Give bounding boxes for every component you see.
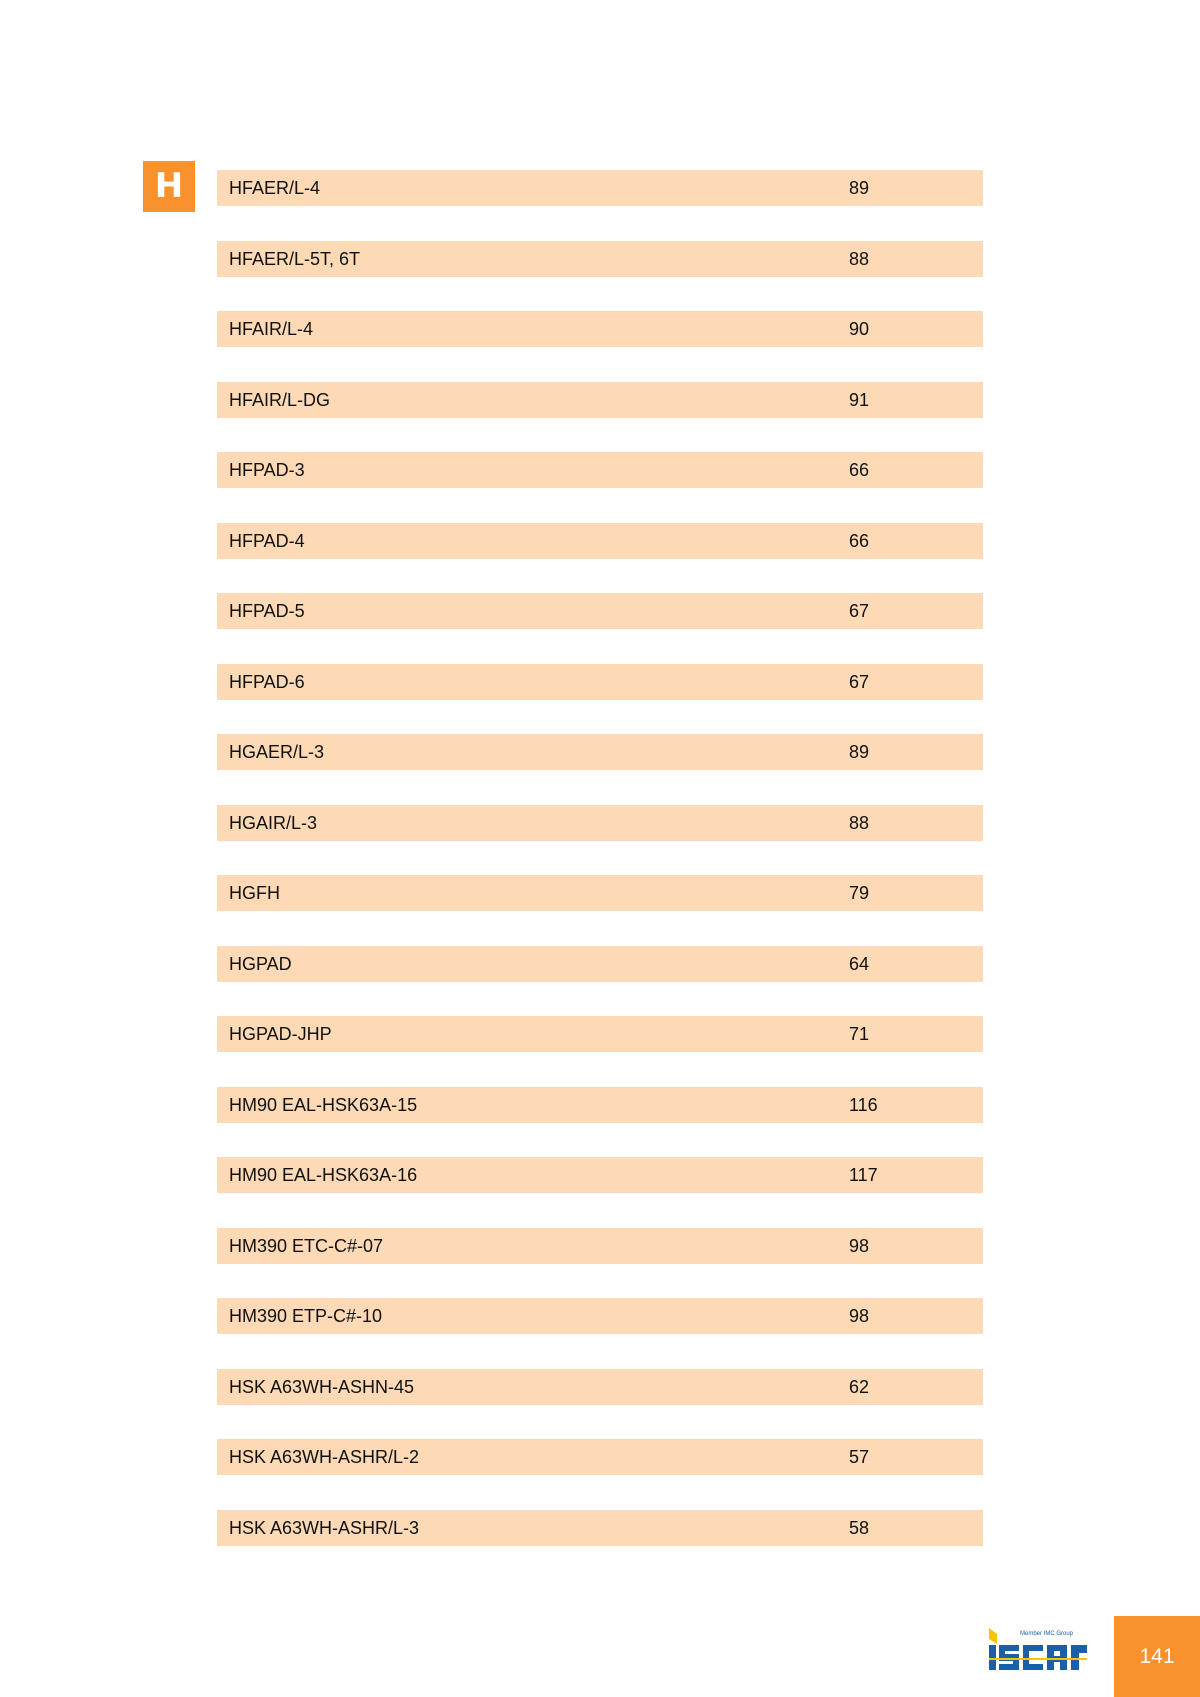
entry-page-number: 66 xyxy=(849,530,870,551)
entry-code: HGAER/L-3 xyxy=(229,742,325,762)
entry-page-number: 89 xyxy=(849,742,870,762)
entry-code: HFAER/L-5T, 6T xyxy=(229,248,361,269)
entry-page-number: 58 xyxy=(849,1517,870,1538)
index-row xyxy=(217,1439,983,1475)
entry-page-number: 62 xyxy=(849,1376,870,1397)
index-row xyxy=(217,170,983,206)
logo-wordmark-icon xyxy=(989,1645,1087,1670)
index-row xyxy=(217,1510,983,1546)
index-row xyxy=(217,664,983,700)
logo-tagline: Member IMC Group xyxy=(1020,1631,1074,1637)
page-number-tab xyxy=(1114,1616,1200,1697)
entry-code: HGFH xyxy=(229,883,280,903)
entry-page-number: 117 xyxy=(849,1165,878,1185)
index-row xyxy=(217,523,983,559)
entry-page-number: 91 xyxy=(849,389,870,410)
index-row xyxy=(217,1087,983,1123)
entry-code: HFPAD-5 xyxy=(229,601,305,621)
entry-code: HM390 ETP-C#-10 xyxy=(229,1306,383,1326)
entry-page-number: 116 xyxy=(849,1094,878,1115)
entry-code: HM90 EAL-HSK63A-15 xyxy=(229,1094,418,1115)
entry-page-number: 57 xyxy=(849,1447,870,1467)
entry-code: HM390 ETC-C#-07 xyxy=(229,1235,384,1256)
index-row xyxy=(217,1298,983,1334)
logo-stripe xyxy=(989,1658,1087,1660)
entry-page-number: 67 xyxy=(849,601,870,621)
entry-page-number: 79 xyxy=(849,883,870,903)
entry-page-number: 88 xyxy=(849,248,870,269)
entry-code: HFPAD-3 xyxy=(229,460,305,480)
index-row xyxy=(217,1016,983,1052)
index-row xyxy=(217,241,983,277)
index-row xyxy=(217,382,983,418)
index-row xyxy=(217,875,983,911)
entry-page-number: 71 xyxy=(849,1024,870,1044)
logo-flame-icon xyxy=(989,1628,997,1644)
index-row xyxy=(217,734,983,770)
iscar-logo xyxy=(986,1627,1090,1673)
entry-page-number: 67 xyxy=(849,671,870,692)
index-row xyxy=(217,1228,983,1264)
index-row xyxy=(217,593,983,629)
index-list xyxy=(217,170,983,1580)
entry-code: HGPAD-JHP xyxy=(229,1024,332,1044)
entry-page-number: 64 xyxy=(849,953,870,974)
index-row xyxy=(217,1157,983,1193)
index-row xyxy=(217,805,983,841)
index-row xyxy=(217,1369,983,1405)
index-row xyxy=(217,452,983,488)
entry-code: HFAIR/L-DG xyxy=(229,389,331,410)
entry-code: HSK A63WH-ASHN-45 xyxy=(229,1376,415,1397)
entry-page-number: 98 xyxy=(849,1235,870,1256)
index-row xyxy=(217,946,983,982)
entry-code: HGPAD xyxy=(229,953,292,974)
entry-code: HGAIR/L-3 xyxy=(229,812,318,833)
entry-page-number: 66 xyxy=(849,460,870,480)
entry-page-number: 98 xyxy=(849,1306,870,1326)
entry-code: HFPAD-6 xyxy=(229,671,305,692)
entry-page-number: 90 xyxy=(849,319,870,339)
section-letter-tab: H xyxy=(143,161,195,212)
page-number: 141 xyxy=(1139,1645,1175,1668)
entry-code: HSK A63WH-ASHR/L-3 xyxy=(229,1517,420,1538)
index-row xyxy=(217,311,983,347)
entry-page-number: 88 xyxy=(849,812,870,833)
entry-code: HFPAD-4 xyxy=(229,530,305,551)
entry-code: HM90 EAL-HSK63A-16 xyxy=(229,1165,418,1185)
entry-code: HFAER/L-4 xyxy=(229,178,321,198)
entry-code: HFAIR/L-4 xyxy=(229,319,314,339)
entry-page-number: 89 xyxy=(849,178,870,198)
entry-code: HSK A63WH-ASHR/L-2 xyxy=(229,1447,420,1467)
